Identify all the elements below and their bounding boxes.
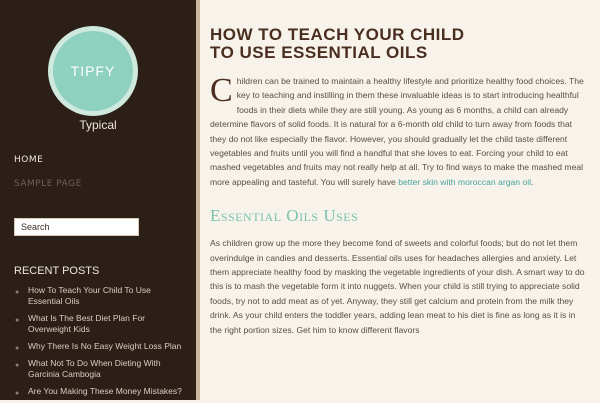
recent-post-link[interactable]: What Is The Best Diet Plan For Overweight Kids (28, 313, 145, 334)
bullet-icon: ● (15, 362, 20, 369)
sidebar (0, 0, 196, 400)
list-item[interactable] (14, 341, 186, 352)
site-tagline: Typical (79, 118, 117, 132)
recent-posts-title: RECENT POSTS (14, 265, 100, 277)
list-item[interactable] (14, 358, 186, 380)
site-logo-text: TIPFY (70, 63, 116, 79)
search-input[interactable]: Search (14, 218, 139, 236)
drop-cap: C (210, 72, 233, 109)
post-content (210, 26, 588, 337)
recent-post-link[interactable]: Why There Is No Easy Weight Loss Plan (28, 341, 182, 351)
list-item[interactable] (14, 313, 186, 335)
bullet-icon: ● (15, 345, 20, 352)
paragraph-text-end: . (531, 176, 534, 187)
bullet-icon: ● (15, 289, 20, 296)
nav-item-sample-page[interactable]: SAMPLE PAGE (14, 179, 82, 189)
post-title-line-2: TO USE ESSENTIAL OILS (210, 43, 428, 62)
site-logo[interactable] (53, 31, 133, 111)
inline-link[interactable]: better skin with moroccan argan oil (398, 176, 532, 187)
main-nav (14, 155, 184, 195)
list-item[interactable] (14, 386, 186, 397)
paragraph-text: hildren can be trained to maintain a healthy lifestyle and prioritize healthy food choices. The key to teaching and instilling in them these invaluable ideas is to start introducing healthful foods in their diets while they are still young. As young as 6 months, a child can already determine flavors of solid foods. It is natural for a 6-month old child to turn away from foods that they do not like especially the flavor. However, you should gradually let the child taste different vegetables and fruits until you will find a handful that she loves to eat. Forcing your child to eat mashed vegetables and fruits may not really help at all. Try to find ways to make the mashed meal more appealing and tasteful. You will surely have (210, 76, 584, 187)
recent-post-link[interactable]: Are You Making These Money Mistakes? (28, 386, 182, 396)
post-paragraph-2: As children grow up the more they become fond of sweets and colorful foods; but do not let them overindulge in candies and desserts. Essential oils uses for headaches allergies and anxiety. Let them appreciate healthy food by masking the vegetable ingredients of your dish. A smart way to do this is to mash the vegetable form it into nuggets. When your child is still trying to appreciate solid foods, try not to add meat as of yet. Anyway, they still get calcium and protein from the milk they drink. As your child enters the toddler years, adding lean meat to his diet is fine as long as it is in the right portion sizes. Get him to know different flavors (210, 238, 585, 335)
post-title[interactable] (210, 26, 588, 62)
sidebar-divider (196, 0, 200, 400)
recent-post-link[interactable]: How To Teach Your Child To Use Essential Oils (28, 285, 151, 306)
nav-item-home[interactable]: HOME (14, 155, 44, 165)
bullet-icon: ● (15, 317, 20, 324)
post-paragraph-1 (210, 74, 588, 189)
bullet-icon: ● (15, 390, 20, 397)
section-heading: Essential Oils Uses (210, 206, 359, 226)
recent-posts-list (14, 285, 186, 403)
list-item[interactable] (14, 285, 186, 307)
post-title-line-1: HOW TO TEACH YOUR CHILD (210, 25, 465, 44)
recent-post-link[interactable]: What Not To Do When Dieting With Garcinia Cambogia (28, 358, 161, 379)
